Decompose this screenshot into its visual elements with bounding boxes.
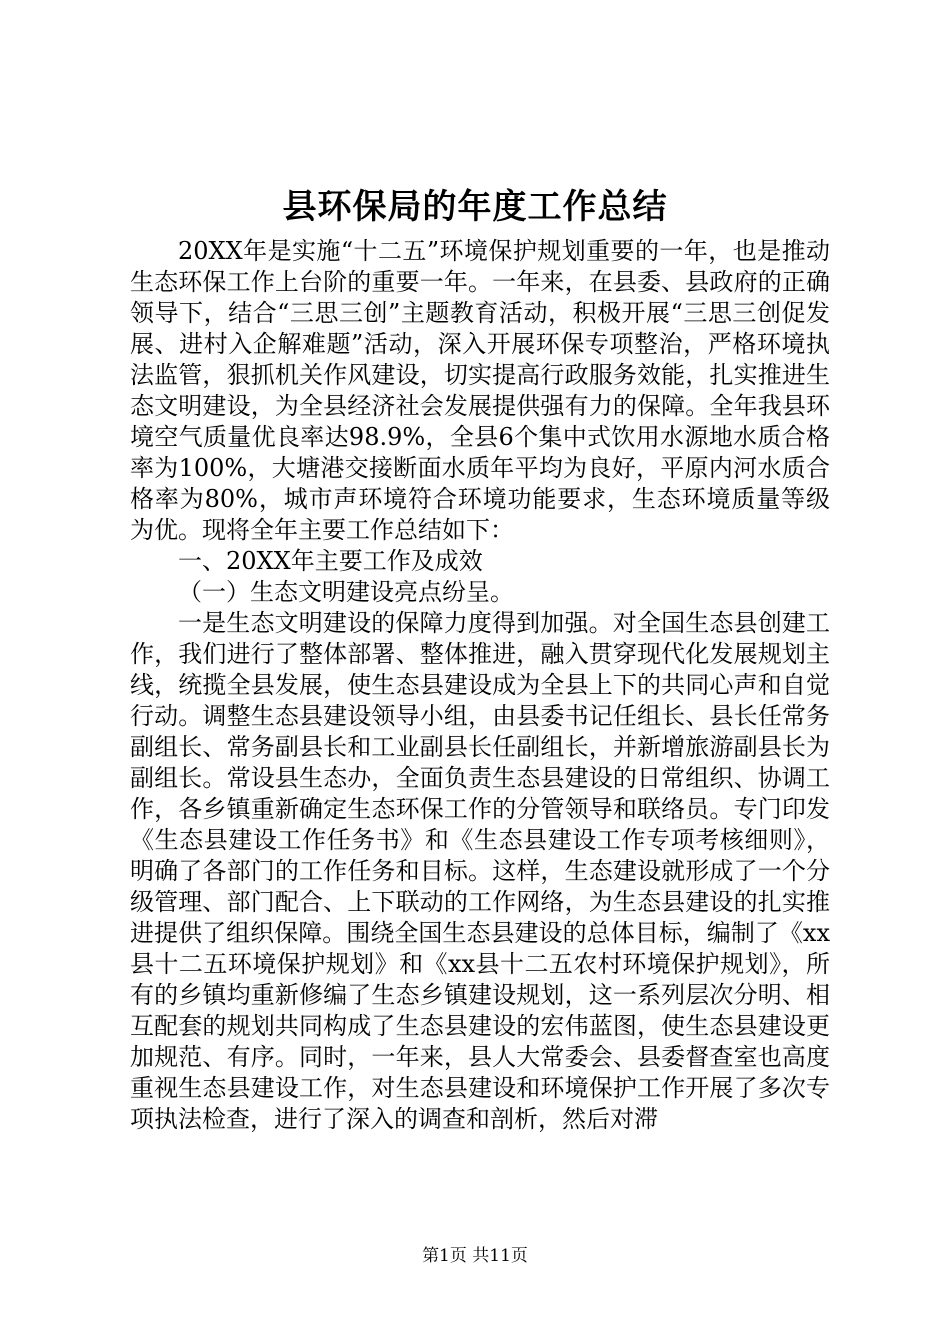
document-body <box>130 236 830 1135</box>
paragraph-body: 一是生态文明建设的保障力度得到加强。对全国生态县创建工作，我们进行了整体部署、整体推进，融入贯穿现代化发展规划主线，统揽全县发展，使生态县建设成为全县上下的共同心声和自觉行动。调整生态县建设领导小组，由县委书记任组长、县长任常务副组长、常务副县长和工业副县长任副组长，并新增旅游副县长为副组长。常设县生态办，全面负责生态县建设的日常组织、协调工作，各乡镇重新确定生态环保工作的分管领导和联络员。专门印发《生态县建设工作任务书》和《生态县建设工作专项考核细则》，明确了各部门的工作任务和目标。这样，生态建设就形成了一个分级管理、部门配合、上下联动的工作网络，为生态县建设的扎实推进提供了组织保障。围绕全国生态县建设的总体目标，编制了《xx县十二五环境保护规划》和《xx县十二五农村环境保护规划》，所有的乡镇均重新修编了生态乡镇建设规划，这一系列层次分明、相互配套的规划共同构成了生态县建设的宏伟蓝图，使生态县建设更加规范、有序。同时，一年来，县人大常委会、县委督查室也高度重视生态县建设工作，对生态县建设和环境保护工作开展了多次专项执法检查，进行了深入的调查和剖析，然后对滞 <box>130 609 830 1133</box>
page-number-footer: 第1页 共11页 <box>422 1246 528 1266</box>
subsection-heading: （一）生态文明建设亮点纷呈。 <box>178 578 514 606</box>
paragraph-intro: 20XX年是实施“十二五”环境保护规划重要的一年，也是推动生态环保工作上台阶的重要一年。一年来，在县委、县政府的正确领导下，结合“三思三创”主题教育活动，积极开展“三思三创促发展、进村入企解难题”活动，深入开展环保专项整治，严格环境执法监管，狠抓机关作风建设，切实提高行政服务效能，扎实推进生态文明建设，为全县经济社会发展提供强有力的保障。全年我县环境空气质量优良率达98.9%，全县6个集中式饮用水源地水质合格率为100%，大塘港交接断面水质年平均为良好，平原内河水质合格率为80%，城市声环境符合环境功能要求，生态环境质量等级为优。现将全年主要工作总结如下： <box>130 237 830 544</box>
section-heading: 一、20XX年主要工作及成效 <box>178 547 483 575</box>
document-title: 县环保局的年度工作总结 <box>282 187 668 227</box>
